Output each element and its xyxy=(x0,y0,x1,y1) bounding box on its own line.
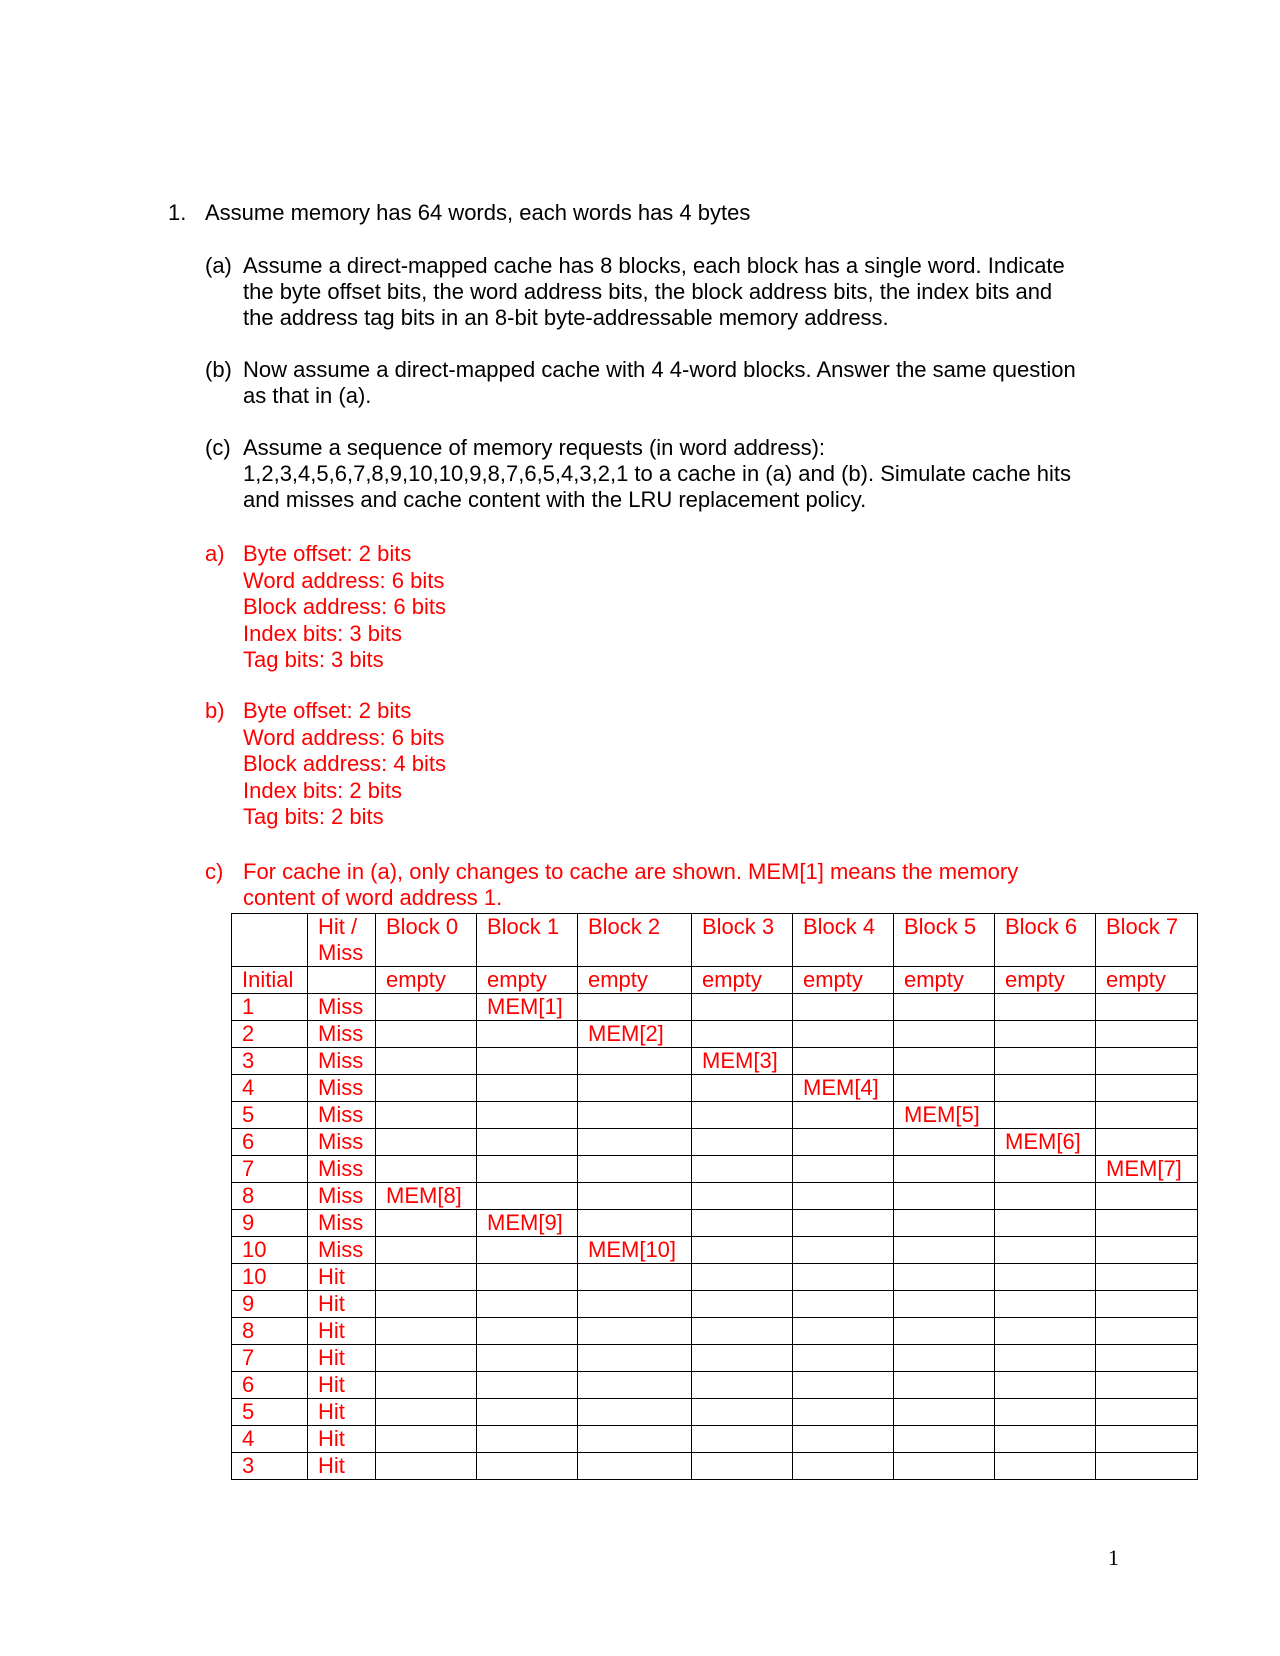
block-cell xyxy=(692,1318,793,1345)
block-cell xyxy=(1096,1318,1198,1345)
block-cell xyxy=(376,1318,477,1345)
block-cell xyxy=(692,1399,793,1426)
block-cell xyxy=(477,1048,578,1075)
block-cell xyxy=(578,1399,692,1426)
table-row xyxy=(232,1453,1198,1480)
table-header-cell: Hit / Miss xyxy=(308,914,376,967)
block-cell xyxy=(376,1453,477,1480)
hit-miss-cell: Miss xyxy=(308,1102,376,1129)
cache-simulation-table xyxy=(231,913,1198,1480)
block-cell xyxy=(894,1399,995,1426)
block-cell xyxy=(477,1183,578,1210)
block-cell xyxy=(477,1237,578,1264)
block-cell xyxy=(894,1291,995,1318)
answer-line: Byte offset: 2 bits xyxy=(243,698,412,723)
block-cell xyxy=(578,1075,692,1102)
answer-line: Block address: 4 bits xyxy=(243,751,446,776)
request-cell: 7 xyxy=(232,1345,308,1372)
block-cell xyxy=(894,1129,995,1156)
table-row xyxy=(232,1210,1198,1237)
request-cell: 6 xyxy=(232,1129,308,1156)
block-cell xyxy=(793,994,894,1021)
part-line: Assume a direct-mapped cache has 8 blocks, each block has a single word. Indicate xyxy=(243,253,1065,278)
block-cell xyxy=(376,1372,477,1399)
block-cell xyxy=(376,1021,477,1048)
question-text: Assume memory has 64 words, each words has 4 bytes xyxy=(205,200,751,225)
block-cell xyxy=(1096,1264,1198,1291)
block-cell xyxy=(995,1048,1096,1075)
block-cell xyxy=(1096,1237,1198,1264)
table-row xyxy=(232,1183,1198,1210)
request-cell: 3 xyxy=(232,1453,308,1480)
block-cell xyxy=(692,1264,793,1291)
part-a-question xyxy=(205,253,1105,331)
table-row xyxy=(232,1318,1198,1345)
block-cell xyxy=(1096,1372,1198,1399)
table-header-cell: Block 0 xyxy=(376,914,477,967)
part-line: Assume a sequence of memory requests (in word address): xyxy=(243,435,826,460)
table-header-cell: Block 4 xyxy=(793,914,894,967)
block-cell xyxy=(1096,1183,1198,1210)
block-cell xyxy=(477,1372,578,1399)
hit-miss-cell: Miss xyxy=(308,1048,376,1075)
block-cell: empty xyxy=(578,967,692,994)
table-row xyxy=(232,1102,1198,1129)
block-cell xyxy=(692,1345,793,1372)
block-cell xyxy=(995,1426,1096,1453)
block-cell: MEM[7] xyxy=(1096,1156,1198,1183)
block-cell xyxy=(692,994,793,1021)
hit-miss-cell: Hit xyxy=(308,1264,376,1291)
block-cell xyxy=(793,1291,894,1318)
block-cell: MEM[3] xyxy=(692,1048,793,1075)
table-header-row xyxy=(232,914,1198,967)
block-cell xyxy=(1096,1129,1198,1156)
request-cell: 7 xyxy=(232,1156,308,1183)
block-cell xyxy=(1096,1453,1198,1480)
block-cell xyxy=(376,1102,477,1129)
block-cell xyxy=(1096,1291,1198,1318)
table-header-cell: Block 6 xyxy=(995,914,1096,967)
answer-line: Tag bits: 3 bits xyxy=(243,647,384,672)
block-cell xyxy=(894,1237,995,1264)
part-b-question xyxy=(205,357,1105,409)
hit-miss-cell: Hit xyxy=(308,1426,376,1453)
block-cell: empty xyxy=(995,967,1096,994)
block-cell xyxy=(376,1264,477,1291)
block-cell xyxy=(1096,1426,1198,1453)
block-cell: MEM[8] xyxy=(376,1183,477,1210)
block-cell xyxy=(995,1021,1096,1048)
hit-miss-cell: Hit xyxy=(308,1399,376,1426)
block-cell xyxy=(578,1210,692,1237)
block-cell xyxy=(793,1399,894,1426)
answer-line: Tag bits: 2 bits xyxy=(243,804,384,829)
block-cell xyxy=(376,994,477,1021)
request-cell: Initial xyxy=(232,967,308,994)
block-cell xyxy=(894,1048,995,1075)
request-cell: 10 xyxy=(232,1264,308,1291)
block-cell xyxy=(692,1102,793,1129)
block-cell xyxy=(995,1453,1096,1480)
block-cell xyxy=(578,1426,692,1453)
part-line: the byte offset bits, the word address bits, the block address bits, the index bits and xyxy=(243,279,1053,304)
block-cell xyxy=(477,1399,578,1426)
block-cell xyxy=(692,1372,793,1399)
table-row xyxy=(232,1156,1198,1183)
block-cell xyxy=(477,1264,578,1291)
table-header-cell: Block 5 xyxy=(894,914,995,967)
block-cell xyxy=(894,1372,995,1399)
part-line: the address tag bits in an 8-bit byte-addressable memory address. xyxy=(243,305,889,330)
block-cell xyxy=(578,1372,692,1399)
block-cell xyxy=(793,1345,894,1372)
block-cell xyxy=(692,1129,793,1156)
block-cell: empty xyxy=(1096,967,1198,994)
block-cell xyxy=(578,1318,692,1345)
part-line: as that in (a). xyxy=(243,383,372,408)
block-cell xyxy=(477,1075,578,1102)
block-cell xyxy=(894,1453,995,1480)
answer-line: Word address: 6 bits xyxy=(243,567,445,593)
block-cell: empty xyxy=(477,967,578,994)
block-cell xyxy=(477,1021,578,1048)
block-cell xyxy=(995,1210,1096,1237)
request-cell: 8 xyxy=(232,1183,308,1210)
table-row xyxy=(232,1426,1198,1453)
table-row xyxy=(232,1075,1198,1102)
answer-line: For cache in (a), only changes to cache are shown. MEM[1] means the memory xyxy=(243,859,1019,884)
block-cell xyxy=(692,1426,793,1453)
table-row xyxy=(232,1291,1198,1318)
answer-b xyxy=(205,698,1105,831)
block-cell: MEM[4] xyxy=(793,1075,894,1102)
part-label: (b) xyxy=(205,357,232,382)
block-cell xyxy=(995,1237,1096,1264)
block-cell xyxy=(793,1210,894,1237)
block-cell xyxy=(995,1318,1096,1345)
block-cell xyxy=(995,1399,1096,1426)
request-cell: 10 xyxy=(232,1237,308,1264)
hit-miss-cell: Miss xyxy=(308,1021,376,1048)
block-cell xyxy=(376,1399,477,1426)
block-cell xyxy=(894,1075,995,1102)
answer-label: c) xyxy=(205,859,224,884)
hit-miss-cell: Miss xyxy=(308,1156,376,1183)
block-cell xyxy=(477,1318,578,1345)
part-line: and misses and cache content with the LRU replacement policy. xyxy=(243,487,867,512)
block-cell xyxy=(477,1156,578,1183)
hit-miss-cell: Hit xyxy=(308,1318,376,1345)
answer-c xyxy=(205,859,1105,911)
block-cell xyxy=(894,1183,995,1210)
block-cell xyxy=(477,1453,578,1480)
block-cell xyxy=(995,1345,1096,1372)
block-cell xyxy=(1096,1102,1198,1129)
block-cell xyxy=(376,1129,477,1156)
hit-miss-cell: Hit xyxy=(308,1345,376,1372)
block-cell xyxy=(578,1291,692,1318)
block-cell xyxy=(995,1291,1096,1318)
block-cell xyxy=(692,1183,793,1210)
hit-miss-cell: Hit xyxy=(308,1372,376,1399)
block-cell xyxy=(793,1183,894,1210)
block-cell xyxy=(793,1426,894,1453)
answer-a xyxy=(205,541,1105,674)
block-cell: empty xyxy=(692,967,793,994)
block-cell xyxy=(692,1075,793,1102)
answer-line: Index bits: 3 bits xyxy=(243,620,402,646)
request-cell: 9 xyxy=(232,1210,308,1237)
block-cell xyxy=(692,1021,793,1048)
block-cell xyxy=(376,1048,477,1075)
block-cell xyxy=(793,1156,894,1183)
block-cell: empty xyxy=(894,967,995,994)
table-header-cell: Block 1 xyxy=(477,914,578,967)
block-cell xyxy=(793,1048,894,1075)
answer-label: b) xyxy=(205,698,225,723)
block-cell xyxy=(995,1075,1096,1102)
table-row xyxy=(232,1372,1198,1399)
hit-miss-cell: Hit xyxy=(308,1291,376,1318)
block-cell xyxy=(578,1156,692,1183)
block-cell: MEM[6] xyxy=(995,1129,1096,1156)
block-cell xyxy=(477,1102,578,1129)
question-number: 1. xyxy=(168,200,187,225)
block-cell xyxy=(376,1156,477,1183)
table-row xyxy=(232,1129,1198,1156)
block-cell xyxy=(894,1264,995,1291)
block-cell xyxy=(1096,1021,1198,1048)
hit-miss-cell: Miss xyxy=(308,994,376,1021)
answer-label: a) xyxy=(205,541,225,566)
hit-miss-cell: Miss xyxy=(308,1210,376,1237)
request-cell: 4 xyxy=(232,1426,308,1453)
table-header-cell xyxy=(232,914,308,967)
block-cell xyxy=(692,1453,793,1480)
block-cell xyxy=(995,1372,1096,1399)
table-row xyxy=(232,1237,1198,1264)
block-cell xyxy=(995,994,1096,1021)
block-cell xyxy=(477,1291,578,1318)
block-cell xyxy=(793,1453,894,1480)
block-cell xyxy=(578,1345,692,1372)
block-cell xyxy=(1096,1048,1198,1075)
block-cell xyxy=(692,1237,793,1264)
block-cell xyxy=(995,1183,1096,1210)
answer-line: Index bits: 2 bits xyxy=(243,777,402,803)
block-cell xyxy=(578,1048,692,1075)
table-row xyxy=(232,994,1198,1021)
part-line: Now assume a direct-mapped cache with 4 4-word blocks. Answer the same question xyxy=(243,357,1076,382)
hit-miss-cell: Hit xyxy=(308,1453,376,1480)
block-cell xyxy=(793,1372,894,1399)
block-cell xyxy=(793,1021,894,1048)
block-cell xyxy=(376,1345,477,1372)
block-cell xyxy=(578,1453,692,1480)
hit-miss-cell: Miss xyxy=(308,1183,376,1210)
block-cell xyxy=(692,1210,793,1237)
block-cell xyxy=(477,1345,578,1372)
block-cell: MEM[10] xyxy=(578,1237,692,1264)
block-cell xyxy=(1096,1399,1198,1426)
request-cell: 8 xyxy=(232,1318,308,1345)
request-cell: 5 xyxy=(232,1399,308,1426)
block-cell xyxy=(995,1156,1096,1183)
hit-miss-cell xyxy=(308,967,376,994)
request-cell: 3 xyxy=(232,1048,308,1075)
block-cell xyxy=(793,1237,894,1264)
part-label: (a) xyxy=(205,253,232,278)
block-cell xyxy=(894,1210,995,1237)
block-cell xyxy=(376,1291,477,1318)
table-row xyxy=(232,1021,1198,1048)
block-cell xyxy=(578,994,692,1021)
hit-miss-cell: Miss xyxy=(308,1075,376,1102)
block-cell xyxy=(793,1264,894,1291)
table-row xyxy=(232,1264,1198,1291)
block-cell xyxy=(692,1156,793,1183)
request-cell: 1 xyxy=(232,994,308,1021)
block-cell xyxy=(1096,1210,1198,1237)
request-cell: 5 xyxy=(232,1102,308,1129)
block-cell xyxy=(376,1210,477,1237)
block-cell xyxy=(477,1426,578,1453)
table-row xyxy=(232,1048,1198,1075)
block-cell xyxy=(477,1129,578,1156)
block-cell: empty xyxy=(793,967,894,994)
block-cell xyxy=(376,1426,477,1453)
table-header-cell: Block 3 xyxy=(692,914,793,967)
part-label: (c) xyxy=(205,435,231,460)
block-cell xyxy=(376,1075,477,1102)
block-cell xyxy=(578,1102,692,1129)
table-header-cell: Block 2 xyxy=(578,914,692,967)
block-cell: MEM[9] xyxy=(477,1210,578,1237)
request-cell: 6 xyxy=(232,1372,308,1399)
question-1 xyxy=(168,200,750,226)
table-row xyxy=(232,1345,1198,1372)
block-cell xyxy=(995,1264,1096,1291)
block-cell: MEM[2] xyxy=(578,1021,692,1048)
block-cell: MEM[5] xyxy=(894,1102,995,1129)
part-c-question xyxy=(205,435,1105,513)
block-cell xyxy=(692,1291,793,1318)
block-cell xyxy=(376,1237,477,1264)
block-cell xyxy=(793,1102,894,1129)
block-cell xyxy=(793,1318,894,1345)
block-cell: empty xyxy=(376,967,477,994)
block-cell xyxy=(578,1264,692,1291)
table-row xyxy=(232,1399,1198,1426)
block-cell xyxy=(894,1426,995,1453)
block-cell xyxy=(894,1318,995,1345)
block-cell: MEM[1] xyxy=(477,994,578,1021)
hit-miss-cell: Miss xyxy=(308,1129,376,1156)
table-row xyxy=(232,967,1198,994)
block-cell xyxy=(1096,1345,1198,1372)
block-cell xyxy=(894,1345,995,1372)
block-cell xyxy=(578,1183,692,1210)
answer-line: content of word address 1. xyxy=(243,885,503,910)
hit-miss-cell: Miss xyxy=(308,1237,376,1264)
block-cell xyxy=(793,1129,894,1156)
block-cell xyxy=(578,1129,692,1156)
block-cell xyxy=(995,1102,1096,1129)
answer-line: Byte offset: 2 bits xyxy=(243,541,412,566)
request-cell: 9 xyxy=(232,1291,308,1318)
answer-line: Block address: 6 bits xyxy=(243,594,446,619)
request-cell: 4 xyxy=(232,1075,308,1102)
block-cell xyxy=(1096,1075,1198,1102)
request-cell: 2 xyxy=(232,1021,308,1048)
block-cell xyxy=(1096,994,1198,1021)
block-cell xyxy=(894,994,995,1021)
part-line: 1,2,3,4,5,6,7,8,9,10,10,9,8,7,6,5,4,3,2,1 to a cache in (a) and (b). Simulate cache hits xyxy=(243,461,1071,486)
table-header-cell: Block 7 xyxy=(1096,914,1198,967)
page-number: 1 xyxy=(1108,1545,1119,1570)
answer-line: Word address: 6 bits xyxy=(243,724,445,750)
block-cell xyxy=(894,1021,995,1048)
block-cell xyxy=(894,1156,995,1183)
